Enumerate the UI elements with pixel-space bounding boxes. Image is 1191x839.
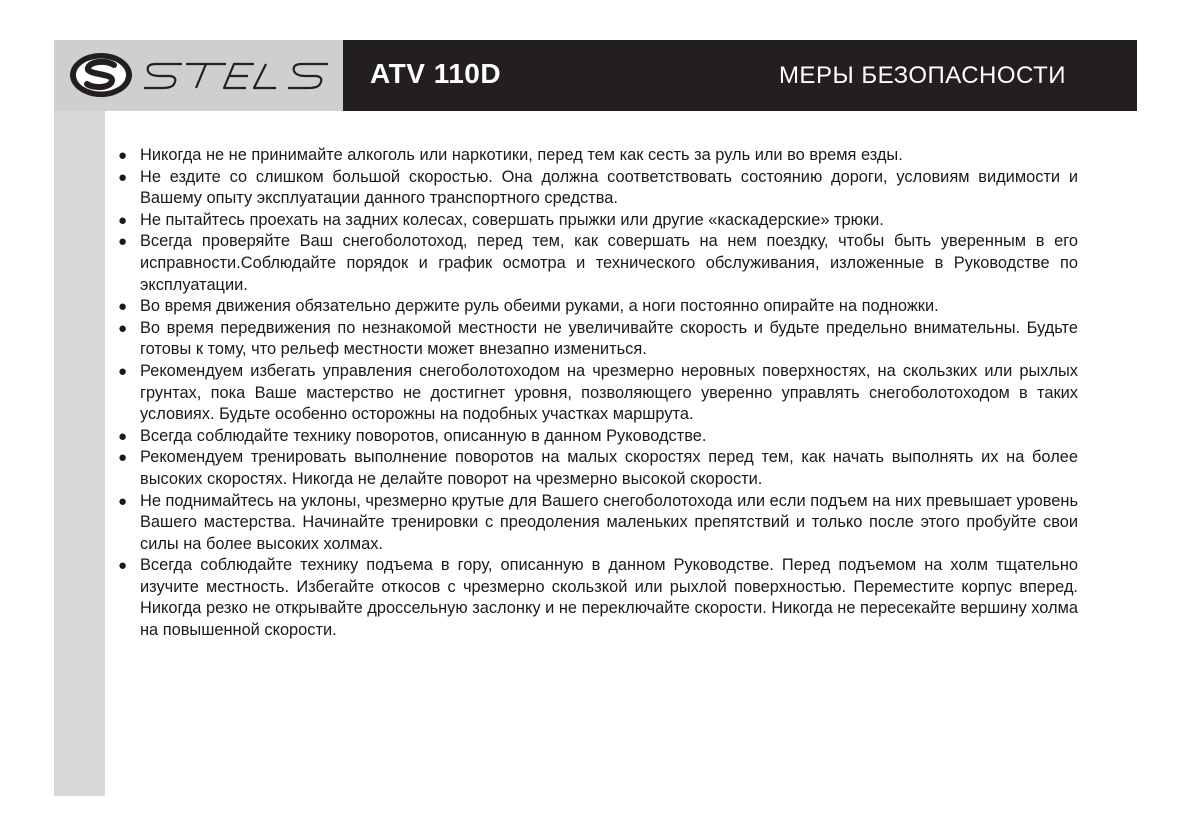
bullet-icon: ● (118, 233, 128, 251)
stels-logo-wordmark-icon (142, 60, 334, 92)
list-item-text: Не поднимайтесь на уклоны, чрезмерно крутые для Вашего снегоболотохода или если подъем на них превышает уровень Вашего мастерства. Начинайте тренировки с преодоления маленьких препятствий и только после этого пробуйте свои силы на более высоких холмах. (140, 491, 1078, 553)
list-item (118, 318, 1078, 361)
list-item (118, 426, 1078, 448)
bullet-icon: ● (118, 211, 128, 229)
safety-rules-list (118, 145, 1078, 642)
safety-rules (118, 145, 1078, 642)
bullet-icon: ● (118, 362, 128, 380)
list-item (118, 167, 1078, 210)
page-header (54, 40, 1137, 111)
list-item (118, 555, 1078, 641)
bullet-icon: ● (118, 449, 128, 467)
list-item-text: Всегда соблюдайте технику подъема в гору, описанную в данном Руководстве. Перед подъемом на холм тщательно изучите местность. Избегайте откосов с чрезмерно скользкой или рыхлой поверхностью. Переместите корпус вперед. Никогда резко не открывайте дроссельную заслонку и не переключайте скорости. Никогда не пересекайте вершину холма на повышенной скорости. (140, 556, 1078, 640)
list-item-text: Не пытайтесь проехать на задних колесах, совершать прыжки или другие «каскадерские» трюки. (140, 210, 884, 229)
list-item (118, 491, 1078, 556)
side-margin-bar (54, 111, 105, 796)
model-name: ATV 110D (370, 58, 502, 89)
brand-logo-box (54, 40, 343, 111)
bullet-icon: ● (118, 168, 128, 186)
list-item (118, 210, 1078, 232)
bullet-icon: ● (118, 298, 128, 316)
bullet-icon: ● (118, 319, 128, 337)
list-item-text: Не ездите со слишком большой скоростью. Она должна соответствовать состоянию дороги, условиям видимости и Вашему опыту эксплуатации данного транспортного средства. (140, 167, 1078, 208)
list-item-text: Во время передвижения по незнакомой местности не увеличивайте скорость и будьте предельно внимательны. Будьте готовы к тому, что рельеф местности может внезапно измениться. (140, 318, 1078, 359)
list-item-text: Рекомендуем избегать управления снегоболотоходом на чрезмерно неровных поверхностях, на скользких или рыхлых грунтах, пока Ваше мастерство не достигнет уровня, позволяющего уверенно управлять снегоболотоходом в таких условиях. Будьте особенно осторожны на подобных участках маршрута. (140, 361, 1078, 424)
bullet-icon: ● (118, 147, 128, 164)
list-item-text: Во время движения обязательно держите руль обеими руками, а ноги постоянно опирайте на подножки. (140, 297, 939, 316)
list-item (118, 447, 1078, 490)
bullet-icon: ● (118, 492, 128, 510)
bullet-icon: ● (118, 557, 128, 575)
list-item-text: Всегда соблюдайте технику поворотов, описанную в данном Руководстве. (140, 426, 707, 445)
list-item (118, 231, 1078, 296)
list-item (118, 361, 1078, 426)
list-item-text: Всегда проверяйте Ваш снегоболотоход, перед тем, как совершать на нем поездку, чтобы быть уверенным в его исправности.Соблюдайте порядок и график осмотра и технического обслуживания, изложенные в Руководстве по эксплуатации. (140, 232, 1078, 294)
list-item (118, 296, 1078, 318)
list-item-text: Рекомендуем тренировать выполнение поворотов на малых скоростях перед тем, как начать выполнять их на более высоких скоростях. Никогда не делайте поворот на чрезмерно высокой скорости. (140, 448, 1078, 488)
section-title: МЕРЫ БЕЗОПАСНОСТИ (778, 62, 1066, 89)
bullet-icon: ● (118, 427, 128, 445)
list-item (118, 145, 1078, 167)
stels-logo-emblem-icon (68, 51, 134, 99)
list-item-text: Никогда не не принимайте алкоголь или наркотики, перед тем как сесть за руль или во время езды. (140, 146, 903, 164)
